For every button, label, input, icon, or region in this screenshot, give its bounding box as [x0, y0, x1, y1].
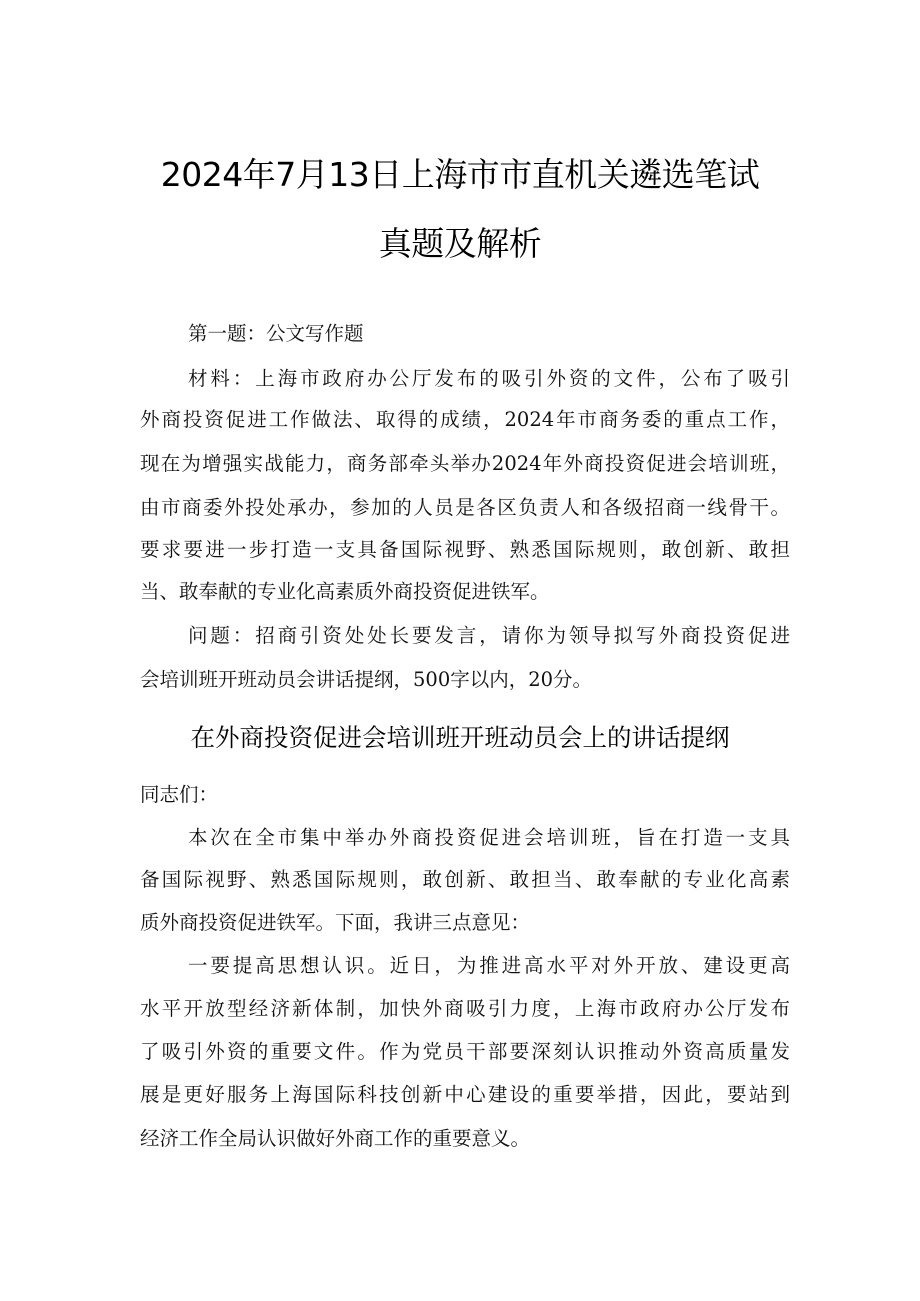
- question-line: 问题：招商引资处处长要发言，请你为领导拟写外商投资促进: [188, 624, 790, 647]
- point1-line: 水平开放型经济新体制，加快外商吸引力度，上海市政府办公厅发布: [140, 997, 790, 1020]
- material-line: 要求要进一步打造一支具备国际视野、熟悉国际规则，敢创新、敢担: [140, 538, 790, 561]
- material-line: 当、敢奉献的专业化高素质外商投资促进铁军。: [140, 580, 550, 603]
- intro-line: 备国际视野、熟悉国际规则，敢创新、敢担当、敢奉献的专业化高素: [140, 868, 790, 891]
- point1-line: 一要提高思想认识。近日，为推进高水平对外开放、建设更高: [188, 954, 790, 977]
- intro-line: 本次在全市集中举办外商投资促进会培训班，旨在打造一支具: [188, 826, 790, 849]
- material-line: 材料：上海市政府办公厅发布的吸引外资的文件，公布了吸引: [188, 367, 790, 390]
- point1-line: 了吸引外资的重要文件。作为党员干部要深刻认识推动外资高质量发: [140, 1040, 790, 1063]
- point1-line: 展是更好服务上海国际科技创新中心建设的重要举措，因此，要站到: [140, 1083, 790, 1106]
- material-line: 现在为增强实战能力，商务部牵头举办2024年外商投资促进会培训班，: [140, 452, 790, 475]
- intro-line: 质外商投资促进铁军。下面，我讲三点意见：: [140, 911, 531, 934]
- speech-title: 在外商投资促进会培训班开班动员会上的讲话提纲: [190, 723, 730, 752]
- document-title-line2: 真题及解析: [378, 224, 542, 263]
- document-title-line1: 2024年7月13日上海市市直机关遴选笔试: [160, 155, 760, 194]
- section-heading: 第一题：公文写作题: [188, 322, 364, 345]
- question-line: 会培训班开班动员会讲话提纲，500字以内，20分。: [140, 668, 593, 691]
- material-line: 外商投资促进工作做法、取得的成绩，2024年市商务委的重点工作，: [140, 408, 790, 431]
- point1-line: 经济工作全局认识做好外商工作的重要意义。: [140, 1127, 531, 1150]
- material-line: 由市商委外投处承办，参加的人员是各区负责人和各级招商一线骨干。: [140, 496, 790, 519]
- salutation: 同志们：: [140, 783, 219, 806]
